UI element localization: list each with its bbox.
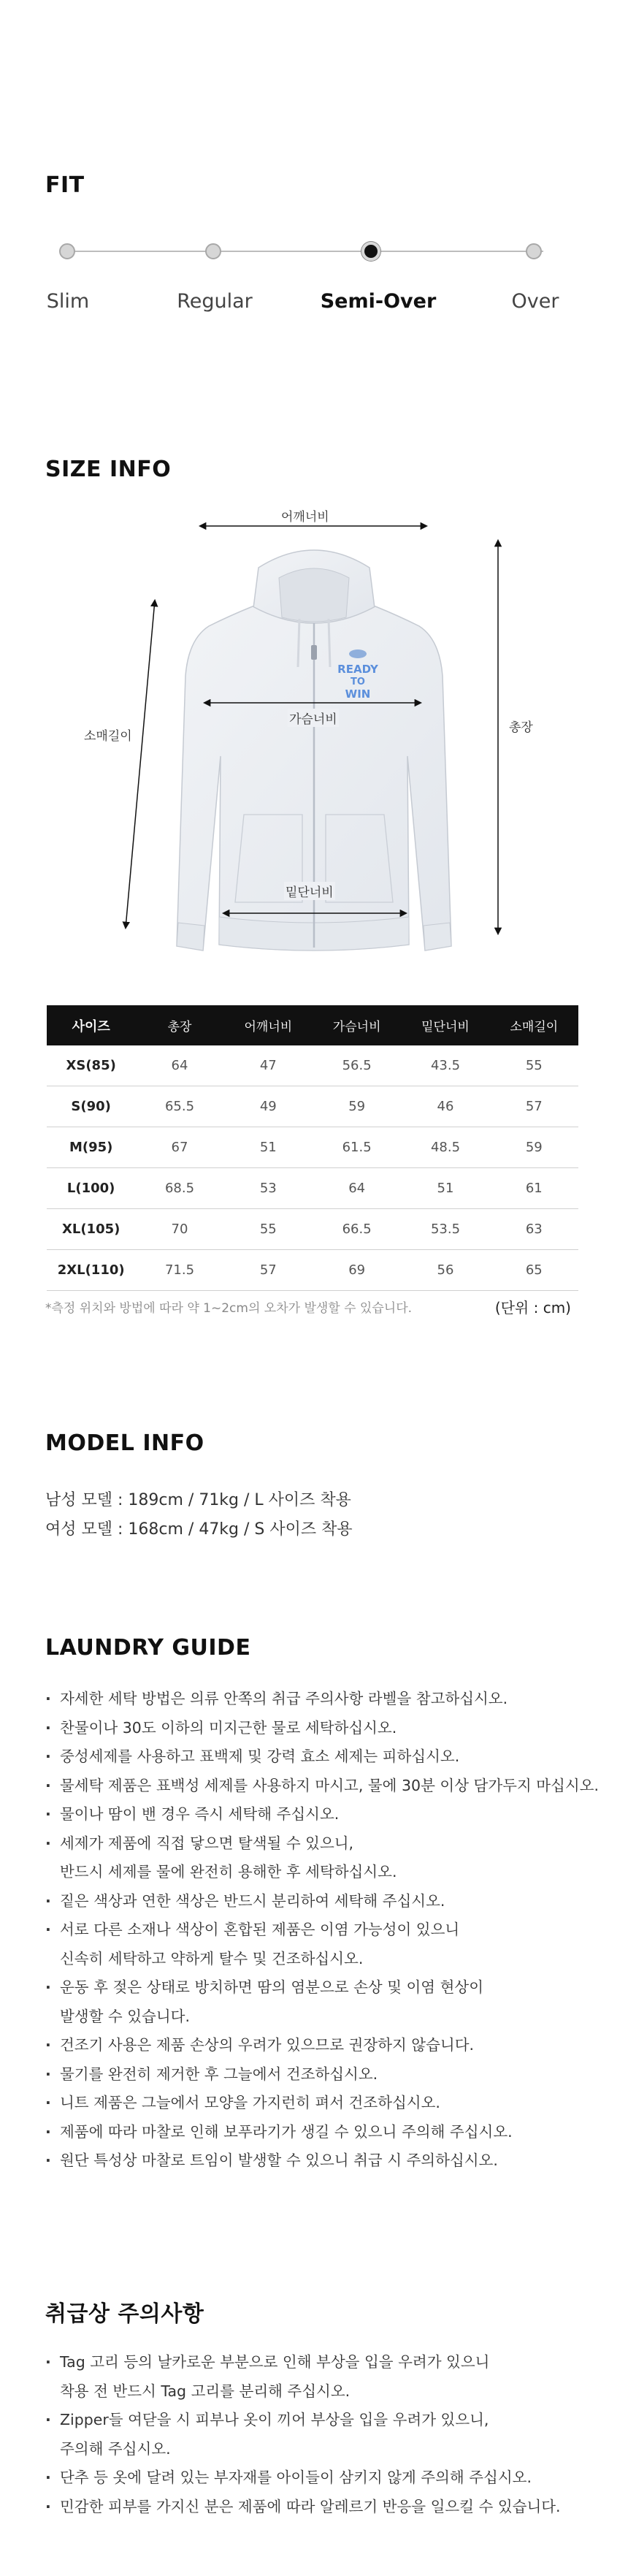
table-cell: 59 xyxy=(490,1127,578,1168)
list-item: · 세제가 제품에 직접 닿으면 탈색될 수 있으니, 반드시 세제를 물에 완전히 용해한 후 세탁하십시오. xyxy=(45,1829,599,1887)
table-cell: 70 xyxy=(135,1209,223,1250)
unit-label: (단위 : cm) xyxy=(494,1299,571,1316)
measurement-note: *측정 위치와 방법에 따라 약 1~2cm의 오차가 발생할 수 있습니다. xyxy=(45,1301,413,1316)
label-sleeve: 소매길이 xyxy=(83,725,134,744)
list-item: · 원단 특성상 마찰로 트임이 발생할 수 있으니 취급 시 주의하십시오. xyxy=(45,2146,599,2176)
table-cell: XL(105) xyxy=(47,1209,135,1250)
table-row xyxy=(47,1209,578,1250)
table-cell: 48.5 xyxy=(401,1127,489,1168)
table-cell: S(90) xyxy=(47,1086,135,1127)
table-cell: 67 xyxy=(135,1127,223,1168)
list-item: · Zipper들 여닫을 시 피부나 옷이 끼어 부상을 입을 우려가 있으니, 주의해 주십시오. xyxy=(45,2406,561,2463)
table-cell: 51 xyxy=(401,1168,489,1209)
fit-dot-slim xyxy=(59,243,75,259)
table-cell: 61 xyxy=(490,1168,578,1209)
table-cell: 46 xyxy=(401,1086,489,1127)
table-cell: XS(85) xyxy=(47,1045,135,1086)
fit-scale-line xyxy=(67,251,543,252)
table-cell: 55 xyxy=(490,1045,578,1086)
table-row xyxy=(47,1086,578,1127)
fit-title: FIT xyxy=(45,172,85,198)
label-shoulder: 어깨너비 xyxy=(280,506,331,525)
table-cell: 65 xyxy=(490,1250,578,1291)
table-cell: 49 xyxy=(224,1086,313,1127)
size-info-title: SIZE INFO xyxy=(45,457,172,482)
laundry-guide-list xyxy=(45,1685,599,2176)
table-cell: 56 xyxy=(401,1250,489,1291)
table-cell: 2XL(110) xyxy=(47,1250,135,1291)
table-cell: 69 xyxy=(313,1250,401,1291)
table-cell: 55 xyxy=(224,1209,313,1250)
header-sleeve: 소매길이 xyxy=(490,1005,578,1045)
header-size: 사이즈 xyxy=(47,1005,135,1045)
header-chest: 가슴너비 xyxy=(313,1005,401,1045)
label-chest: 가슴너비 xyxy=(288,709,339,727)
table-cell: M(95) xyxy=(47,1127,135,1168)
caution-list xyxy=(45,2348,561,2521)
header-hem: 밑단너비 xyxy=(401,1005,489,1045)
table-cell: 56.5 xyxy=(313,1045,401,1086)
model-info-female: 여성 모델 : 168cm / 47kg / S 사이즈 착용 xyxy=(45,1520,353,1539)
table-cell: 66.5 xyxy=(313,1209,401,1250)
list-item: · 제품에 따라 마찰로 인해 보푸라기가 생길 수 있으니 주의해 주십시오. xyxy=(45,2118,599,2147)
table-cell: 43.5 xyxy=(401,1045,489,1086)
size-table xyxy=(47,1005,578,1291)
list-item: · 찬물이나 30도 이하의 미지근한 물로 세탁하십시오. xyxy=(45,1714,599,1743)
header-length: 총장 xyxy=(135,1005,223,1045)
model-info-title: MODEL INFO xyxy=(45,1430,204,1456)
table-cell: L(100) xyxy=(47,1168,135,1209)
table-cell: 68.5 xyxy=(135,1168,223,1209)
table-cell: 53.5 xyxy=(401,1209,489,1250)
table-row xyxy=(47,1250,578,1291)
table-cell: 63 xyxy=(490,1209,578,1250)
svg-text:WIN: WIN xyxy=(345,687,371,701)
list-item: · 서로 다른 소재나 색상이 혼합된 제품은 이염 가능성이 있으니 신속히 세탁하고 약하게 탈수 및 건조하십시오. xyxy=(45,1916,599,1973)
list-item: · 니트 제품은 그늘에서 모양을 가지런히 펴서 건조하십시오. xyxy=(45,2089,599,2118)
table-cell: 59 xyxy=(313,1086,401,1127)
svg-text:TO: TO xyxy=(351,677,365,687)
list-item: · 운동 후 젖은 상태로 방치하면 땀의 염분으로 손상 및 이염 현상이 발생할 수 있습니다. xyxy=(45,1973,599,2031)
model-info-male: 남성 모델 : 189cm / 71kg / L 사이즈 착용 xyxy=(45,1491,351,1509)
table-cell: 57 xyxy=(490,1086,578,1127)
table-cell: 47 xyxy=(224,1045,313,1086)
list-item: · 짙은 색상과 연한 색상은 반드시 분리하여 세탁해 주십시오. xyxy=(45,1887,599,1916)
table-row xyxy=(47,1168,578,1209)
list-item: · 자세한 세탁 방법은 의류 안쪽의 취급 주의사항 라벨을 참고하십시오. xyxy=(45,1685,599,1714)
fit-dot-semi-over-selected xyxy=(361,242,380,261)
svg-text:READY: READY xyxy=(337,663,378,676)
fit-label-regular: Regular xyxy=(177,290,253,313)
table-cell: 53 xyxy=(224,1168,313,1209)
list-item: · Tag 고리 등의 날카로운 부분으로 인해 부상을 입을 우려가 있으니 착용 전 반드시 Tag 고리를 분리해 주십시오. xyxy=(45,2348,561,2406)
table-row xyxy=(47,1127,578,1168)
table-cell: 65.5 xyxy=(135,1086,223,1127)
table-row xyxy=(47,1045,578,1086)
size-table-header-row xyxy=(47,1005,578,1045)
list-item: · 물세탁 제품은 표백성 세제를 사용하지 마시고, 물에 30분 이상 담가두지 마십시오. xyxy=(45,1772,599,1801)
list-item: · 건조기 사용은 제품 손상의 우려가 있으므로 권장하지 않습니다. xyxy=(45,2031,599,2060)
table-cell: 57 xyxy=(224,1250,313,1291)
fit-label-slim: Slim xyxy=(46,290,90,313)
table-cell: 71.5 xyxy=(135,1250,223,1291)
laundry-guide-title: LAUNDRY GUIDE xyxy=(45,1635,251,1661)
table-cell: 61.5 xyxy=(313,1127,401,1168)
list-item: · 중성세제를 사용하고 표백제 및 강력 효소 세제는 피하십시오. xyxy=(45,1742,599,1772)
measurement-arrows xyxy=(0,511,628,979)
table-cell: 51 xyxy=(224,1127,313,1168)
list-item: · 단추 등 옷에 달려 있는 부자재를 아이들이 삼키지 않게 주의해 주십시오. xyxy=(45,2463,561,2493)
label-hem: 밑단너비 xyxy=(284,882,335,900)
table-cell: 64 xyxy=(135,1045,223,1086)
fit-label-over: Over xyxy=(511,290,559,313)
fit-dot-regular xyxy=(205,243,221,259)
list-item: · 물이나 땀이 밴 경우 즉시 세탁해 주십시오. xyxy=(45,1800,599,1829)
list-item: · 민감한 피부를 가지신 분은 제품에 따라 알레르기 반응을 일으킬 수 있습니다. xyxy=(45,2493,561,2522)
caution-title: 취급상 주의사항 xyxy=(45,2301,204,2327)
table-cell: 64 xyxy=(313,1168,401,1209)
header-shoulder: 어깨너비 xyxy=(224,1005,313,1045)
list-item: · 물기를 완전히 제거한 후 그늘에서 건조하십시오. xyxy=(45,2060,599,2089)
fit-dot-over xyxy=(526,243,542,259)
label-length: 총장 xyxy=(508,717,535,735)
fit-label-semi-over: Semi-Over xyxy=(320,290,437,313)
